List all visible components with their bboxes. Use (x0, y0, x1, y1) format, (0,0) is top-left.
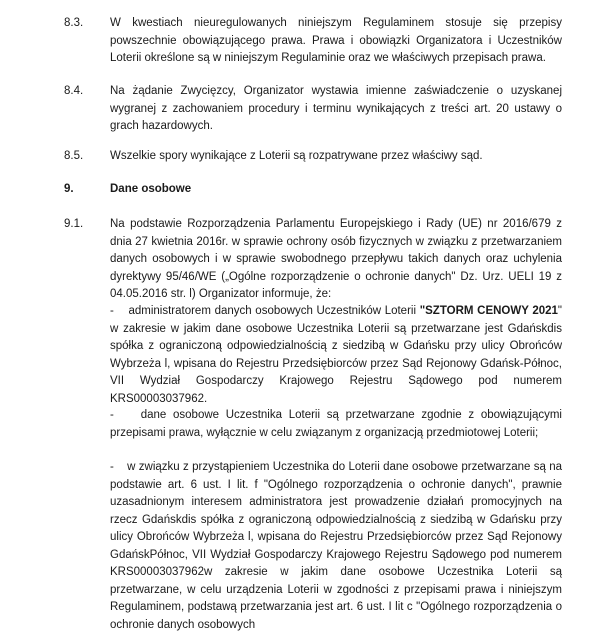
section-number: 8.3. (64, 17, 84, 29)
section-title: Dane osobowe (110, 183, 192, 195)
bullet-text (110, 303, 562, 408)
bullet-pre: w związku z przystąpieniem Uczestnika do Loterii dane osobowe przetwarzane są na podstawie art. 6 ust. I lit. f "Ogólnego rozporządzenia o ochronie danych", prawnie uzasadnionym interesem administratora jest prowadzenie działań promocyjnych na rzecz Gdańskdis spółka z ograniczoną odpowiedzialnością z siedzibą w Gdańsku przy ulicy Obrońców Wybrzeża l, wpisana do Rejestru Przedsiębiorców przez Sąd Rejonowy GdańskPółnoc, VII Wydział Gospodarczy Krajowego Rejestru Sądowego pod numerem KRS00003037962w zakresie w jakim dane osobowe Uczestnika Loterii są przetwarzane, w celu urządzenia Loterii w zgodności z przepisami prawa i niniejszym Regulaminem, podstawą przetwarzania jest art. 6 ust. I lit c "Ogólnego rozporządzenia o ochronie danych osobowych (110, 461, 562, 631)
bullet-text (110, 407, 562, 442)
section-number: 9.1. (64, 218, 84, 230)
bullet-text (110, 459, 562, 634)
section-number: 8.4. (64, 85, 84, 97)
section-text: W kwestiach nieuregulowanych niniejszym Regulaminem stosuje się przepisy powszechnie obowiązującego prawa. Prawa i obowiązki Organizatora i Uczestników Loterii określone są w niniejszym Regulaminie oraz we właściwych przepisach prawa. (110, 17, 562, 64)
bullet-post: " w zakresie w jakim dane osobowe Uczestnika Loterii są przetwarzane jest Gdańskdis spółka z ograniczoną odpowiedzialnością z siedzibą w Gdańsku przy ulicy Obrońców Wybrzeża l, wpisana do Rejestru Przedsiębiorców przez Sąd Rejonowy Gdańsk-Północ, VII Wydział Gospodarczy Krajowego Rejestru Sądowego pod numerem KRS00003037962. (110, 305, 563, 405)
bullet-pre: administratorem danych osobowych Uczestników Loterii (128, 305, 420, 317)
bullet-marker: - (110, 461, 114, 473)
bullet-pre: dane osobowe Uczestnika Loterii są przetwarzane zgodnie z obowiązującymi przepisami prawa, wyłącznie w celu związanym z organizacją przedmiotowej Loterii; (110, 409, 562, 439)
section-text: Na żądanie Zwycięzcy, Organizator wystawia imienne zaświadczenie o uzyskanej wygranej z zachowaniem procedury i terminu wynikających z treści art. 20 ustawy o grach hazardowych. (110, 85, 562, 132)
section-number: 8.5. (64, 150, 84, 162)
section-number: 9. (64, 183, 74, 195)
bullet-bold: "SZTORM CENOWY 2021 (419, 305, 558, 317)
bullet-marker: - (110, 409, 114, 421)
section-text: Na podstawie Rozporządzenia Parlamentu Europejskiego i Rady (UE) nr 2016/679 z dnia 27 kwietnia 2016r. w sprawie ochrony osób fizycznych w związku z przetwarzaniem danych osobowych i w sprawie swobodnego przepływu takich danych oraz uchylenia dyrektywy 95/46/WE („Ogólne rozporządzenie o ochronie danych" Dz. Urz. UELI 19 z 04.05.2016 str. l) Organizator informuje, że: (110, 218, 562, 300)
bullet-marker: - (110, 305, 114, 317)
section-text: Wszelkie spory wynikające z Loterii są rozpatrywane przez właściwy sąd. (110, 150, 483, 162)
